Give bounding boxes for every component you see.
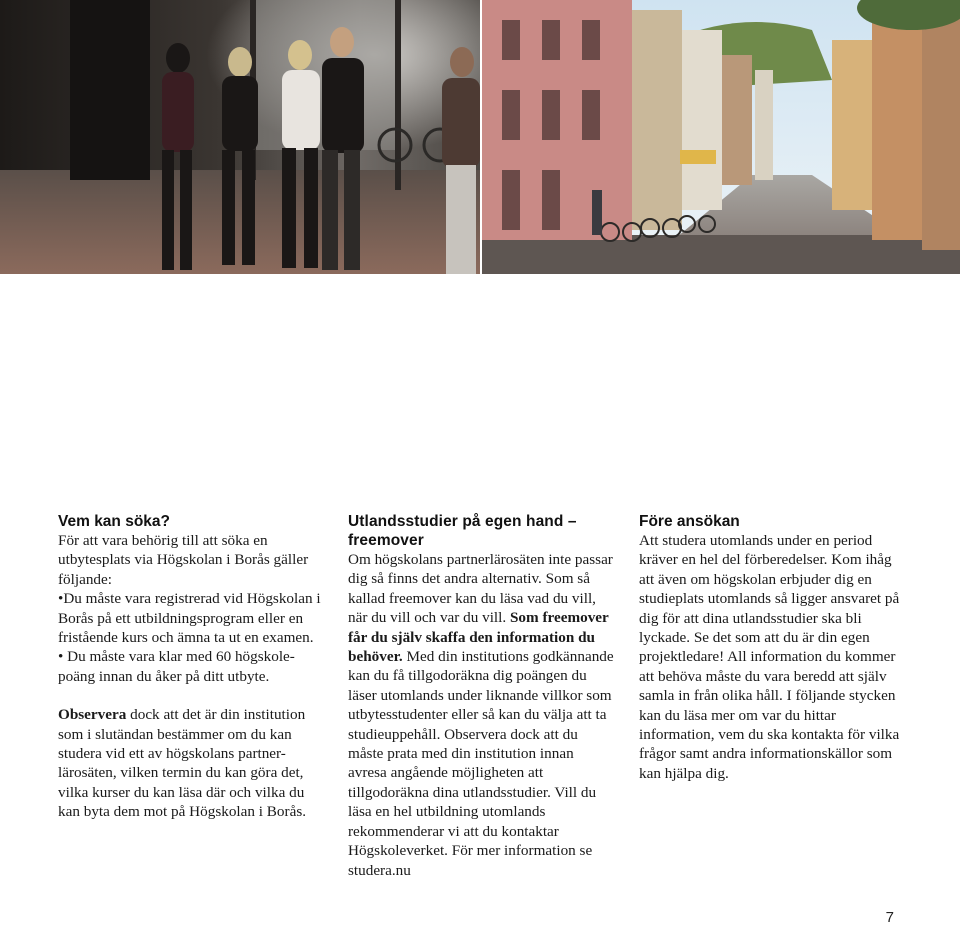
- column-before-application: [639, 512, 907, 783]
- column-who-can-apply: [58, 512, 330, 822]
- eligibility-bullet-registered: •Du måste vara registrerad vid Högskolan i Borås på ett utbildningsprogram eller en fristående kurs och ämna ta ut en examen.: [58, 590, 321, 647]
- students-street-illustration: [0, 0, 480, 274]
- observe-paragraph: [58, 705, 330, 821]
- freemover-text-1: Om högskolans partnerlärosäten inte passar dig så finns det andra alternativ. Som så kallad freemover kan du läsa vad du vill, när du vill och var du vill.: [348, 551, 613, 627]
- freemover-paragraph: [348, 550, 616, 880]
- observe-text: dock att det är din institution som i slutändan bestämmer om du kan studera vid ett av högskolans partner-lärosäten, vilken termin du kan göra det, vilka kurser du kan läsa där och vilka du kan byta dem mot på Högskolan i Borås.: [58, 706, 307, 821]
- freemover-bold-note: Som freemover får du själv skaffa den information du behöver.: [348, 609, 609, 666]
- eligibility-bullet-credits: • Du måste vara klar med 60 högskole-poäng innan du åker på ditt utbyte.: [58, 648, 295, 685]
- town-street-photo: [482, 0, 960, 274]
- heading-freemover: Utlandsstudier på egen hand – freemover: [348, 513, 577, 549]
- students-street-photo: [0, 0, 480, 274]
- before-application-text: Att studera utomlands under en period kräver en hel del förberedelser. Kom ihåg att även om högskolan erbjuder dig en studieplats utomlands så ligger ansvaret på dig för att dina utlandsstudier ska bli lyckade. Se det som att du är din egen projektledare! All information du kommer att behöva måste du vara beredd att själv samla in från olika håll. I följande stycken kan du läsa mer om var du hittar information, vem du ska kontakta för vilka frågor samt andra informationskällor som kan hjälpa dig.: [639, 532, 900, 782]
- observe-label: Observera: [58, 706, 127, 724]
- eligibility-intro: För att vara behörig till att söka en utbytesplats via Högskolan i Borås gäller följande:: [58, 532, 309, 588]
- town-street-illustration: [482, 0, 960, 274]
- freemover-text-2: Med din institutions godkännande kan du få tillgodoräkna dig poängen du läser utomlands under liknande villkor som utbytesstudenter eller så kan du välja att ta studieuppehåll. Observera dock att du måste prata med din institution innan avresa angående möjligheten att tillgodoräkna dina utlandsstudier. Vill du läsa en hel utbildning utomlands rekommenderar vi att du kontaktar Högskoleverket. För mer information se studera.nu: [348, 648, 614, 879]
- column-freemover: [348, 512, 616, 880]
- heading-who-can-apply: Vem kan söka?: [58, 513, 171, 530]
- heading-before-application: Före ansökan: [639, 513, 740, 530]
- page-number: 7: [885, 909, 894, 926]
